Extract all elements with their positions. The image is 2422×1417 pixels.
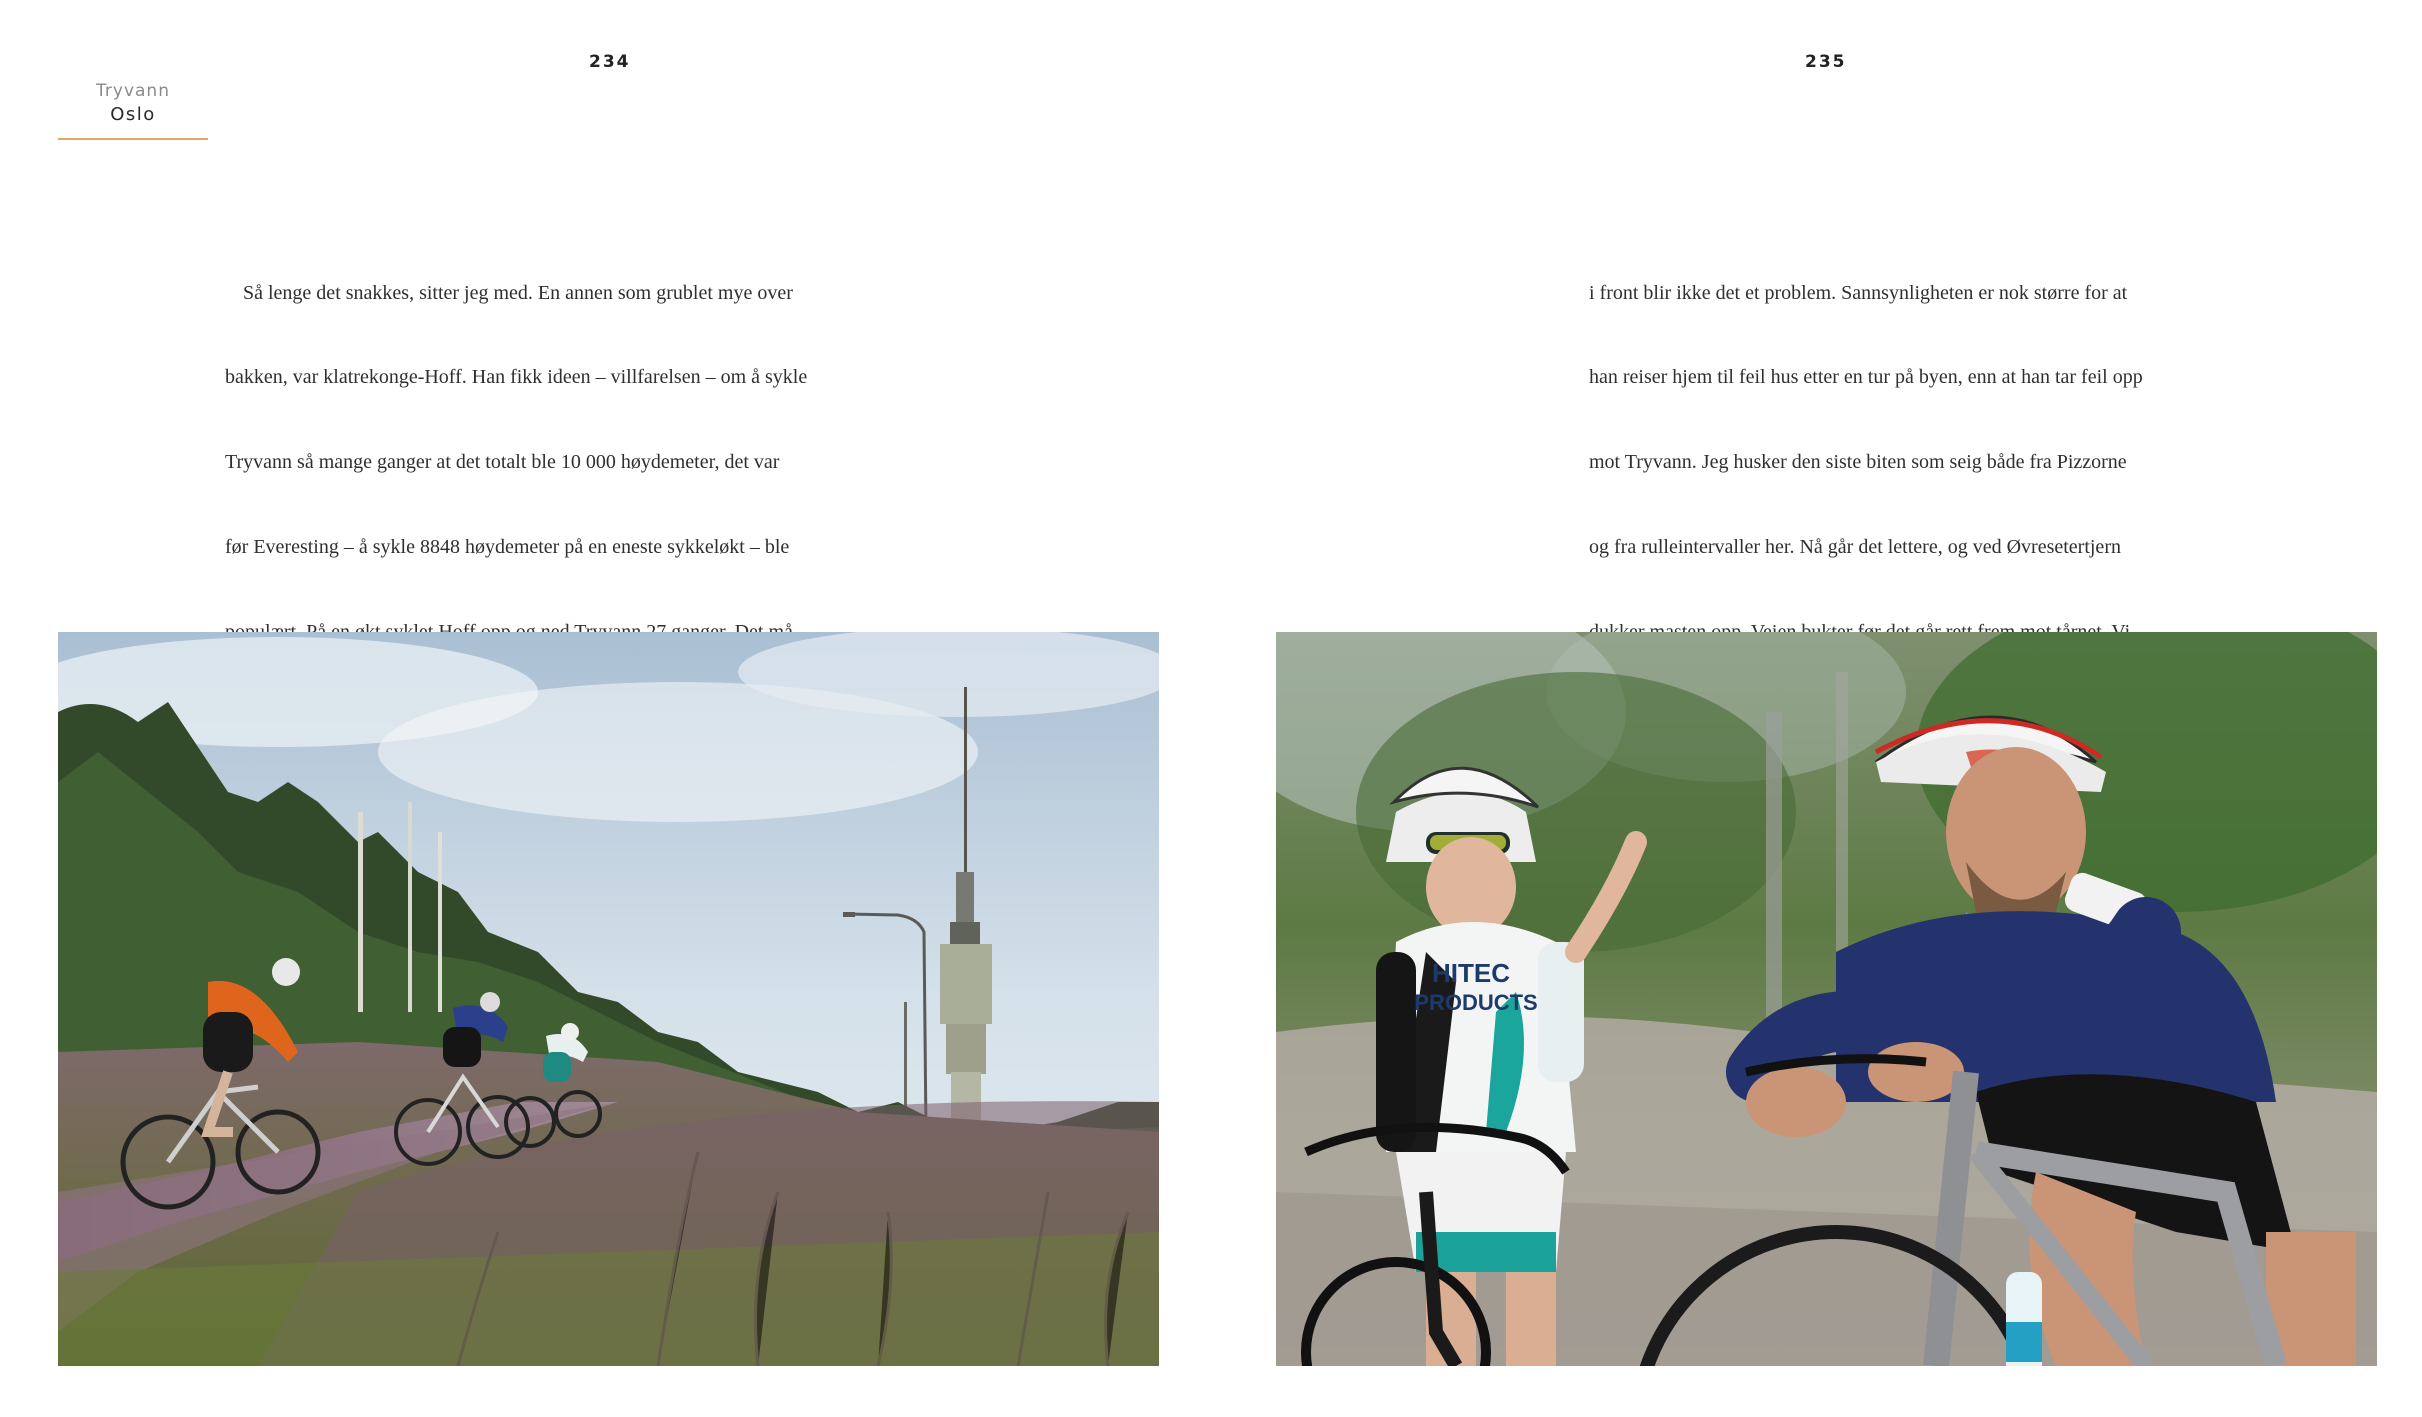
text-line: i front blir ikke det et problem. Sannsynligheten er nok større for at [1589,281,2128,304]
photo-cyclists-tower-image [58,632,1159,1366]
text-line: mot Tryvann. Jeg husker den siste biten som seig både fra Pizzorne [1589,451,2127,474]
text-line: bakken, var klatrekonge-Hoff. Han fikk ideen – villfarelsen – om å sykle [225,366,808,389]
text-line: Så lenge det snakkes, sitter jeg med. En annen som grublet mye over [243,281,793,304]
location-place: Tryvann [96,81,170,101]
photo-cyclists-resting-image [1276,632,2377,1366]
text-line: Tryvann så mange ganger at det totalt ble 10 000 høydemeter, det var [225,451,780,474]
page-number-right: 235 [1805,52,1847,72]
location-city: Oslo [110,104,156,125]
page-number-left: 234 [589,52,631,72]
text-line: han reiser hjem til feil hus etter en tur på byen, enn at han tar feil opp [1589,366,2143,389]
jersey-text-hitec: HITEC [1432,958,1510,988]
photo-cyclists-tower [58,632,1159,1366]
jersey-text-products: PRODUCTS [1414,990,1538,1015]
header-rule [58,138,208,140]
photo-cyclists-resting [1276,632,2377,1366]
running-header [58,80,208,140]
text-line: før Everesting – å sykle 8848 høydemeter på en eneste sykkeløkt – ble [225,536,790,559]
text-line: og fra rulleintervaller her. Nå går det lettere, og ved Øvresetertjern [1589,536,2121,559]
